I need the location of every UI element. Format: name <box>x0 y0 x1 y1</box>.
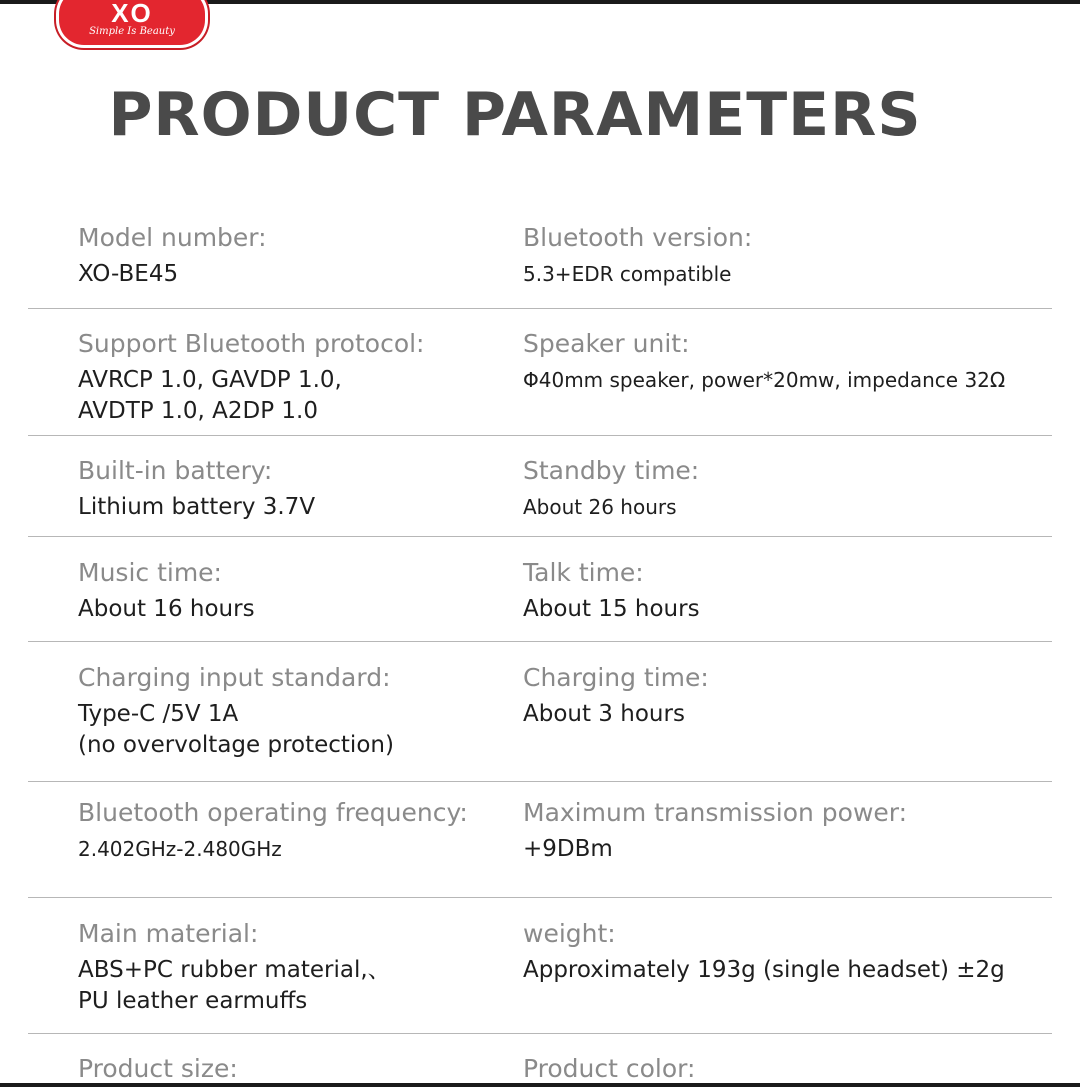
param-label: Bluetooth operating frequency: <box>78 798 468 827</box>
param-value: Φ40mm speaker, power*20mw, impedance 32Ω <box>523 368 1006 392</box>
page-title: PRODUCT PARAMETERS <box>108 80 922 150</box>
param-row-frequency <box>28 782 1052 898</box>
param-music-time <box>78 557 498 625</box>
param-value: About 3 hours <box>523 701 685 727</box>
param-value: XO-BE45 <box>78 261 179 287</box>
param-charging-time <box>523 662 1058 730</box>
param-value: About 26 hours <box>523 495 677 519</box>
logo-slogan: Simple Is Beauty <box>89 26 175 37</box>
param-value: Approximately 193g (single headset) ±2g <box>523 957 1005 983</box>
param-label: Standby time: <box>523 456 700 485</box>
param-label: Music time: <box>78 558 222 587</box>
param-value: ABS+PC rubber material,、 PU leather earmuffs <box>78 957 391 1014</box>
param-built-in-battery <box>78 455 498 523</box>
param-speaker-unit <box>523 328 1058 396</box>
param-row-model <box>28 220 1052 309</box>
param-weight <box>523 918 1058 986</box>
param-value: 5.3+EDR compatible <box>523 262 732 286</box>
param-label: Maximum transmission power: <box>523 798 908 827</box>
param-label: Model number: <box>78 223 267 252</box>
param-product-size <box>78 1053 498 1085</box>
param-label: Charging time: <box>523 663 709 692</box>
param-row-battery <box>28 436 1052 537</box>
param-label: Support Bluetooth protocol: <box>78 329 425 358</box>
bottom-border <box>0 1083 1080 1087</box>
param-label: Bluetooth version: <box>523 223 753 252</box>
param-bluetooth-version <box>523 222 1058 290</box>
param-value: +9DBm <box>523 836 613 862</box>
param-row-size <box>28 1034 1052 1083</box>
param-label: Speaker unit: <box>523 329 690 358</box>
param-charging-input <box>78 662 498 761</box>
param-value: 2.402GHz-2.480GHz <box>78 837 282 861</box>
param-row-music <box>28 537 1052 642</box>
param-main-material <box>78 918 498 1017</box>
param-bluetooth-protocol <box>78 328 498 427</box>
param-label: Product color: <box>523 1054 696 1083</box>
param-value: Lithium battery 3.7V <box>78 494 316 520</box>
param-label: Product size: <box>78 1054 238 1083</box>
param-label: Charging input standard: <box>78 663 391 692</box>
param-standby-time <box>523 455 1058 523</box>
param-label: Talk time: <box>523 558 644 587</box>
param-value: About 15 hours <box>523 596 700 622</box>
param-product-color <box>523 1053 1058 1085</box>
param-row-material <box>28 898 1052 1034</box>
logo-mark: XO <box>111 0 153 28</box>
param-value: Type-C /5V 1A (no overvoltage protection) <box>78 701 394 758</box>
param-transmission-power <box>523 797 1058 865</box>
brand-logo <box>56 0 208 48</box>
param-row-protocol <box>28 309 1052 436</box>
param-value: AVRCP 1.0, GAVDP 1.0, AVDTP 1.0, A2DP 1.0 <box>78 367 342 424</box>
param-label: Built-in battery: <box>78 456 273 485</box>
param-operating-frequency <box>78 797 498 865</box>
param-value: About 16 hours <box>78 596 255 622</box>
param-model-number <box>78 222 498 290</box>
param-row-charging <box>28 642 1052 782</box>
param-label: weight: <box>523 919 616 948</box>
param-label: Main material: <box>78 919 259 948</box>
param-talk-time <box>523 557 1058 625</box>
